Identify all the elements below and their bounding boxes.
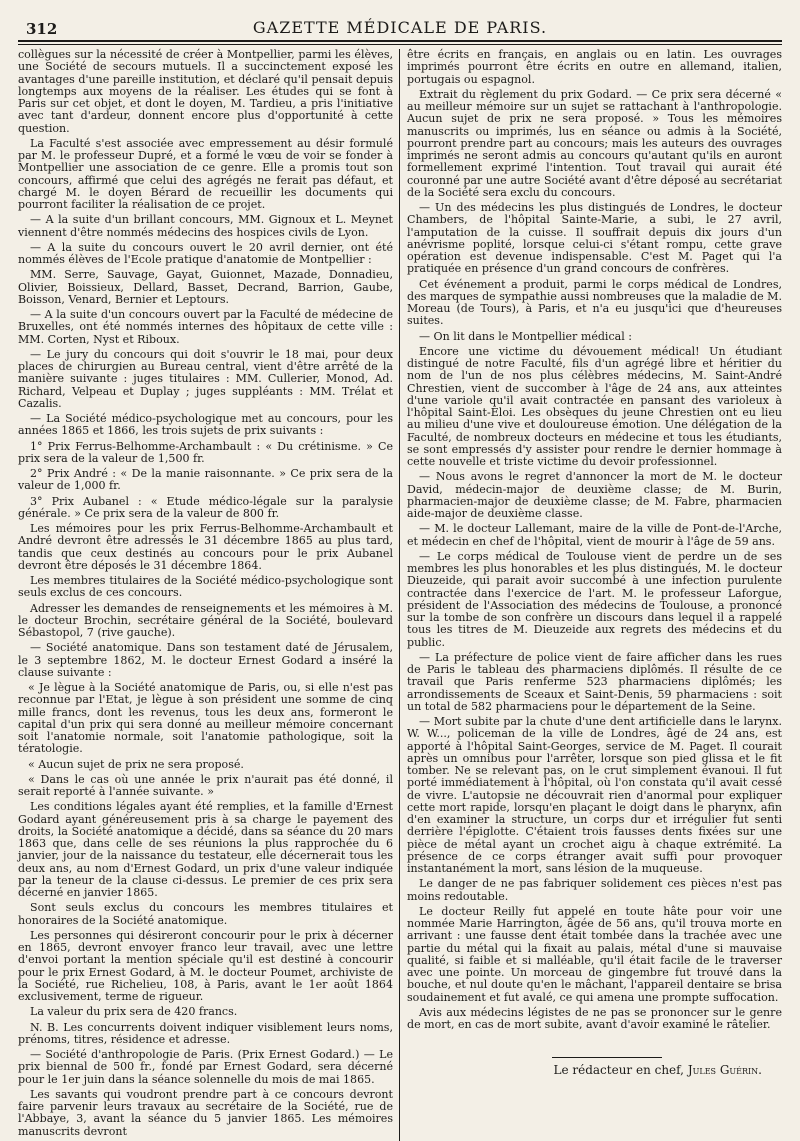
paragraph: — Société d'anthropologie de Paris. (Prix Ernest Godard.) — Le prix biennal de 500 fr., fondé par Ernest Godard, sera décerné pour le 1er juin dans la séance solennelle du mois de mai 1865. (18, 1048, 393, 1086)
paragraph: Les conditions légales ayant été remplies, et la famille d'Ernest Godard ayant généreusement pris à sa charge le payement des droits, la Société anatomique a décidé, dans sa séance du 20 mars 1863 que, dans celle de ses réunions la plus rapprochée du 6 janvier, jour de la naissance du testateur, elle décernerait tous les deux ans, au nom d'Ernest Godard, un prix d'une valeur indiquée par la teneur de la clause ci-dessus. Le premier de ces prix sera décerné en janvier 1865. (18, 800, 393, 899)
paragraph: — On lit dans le Montpellier médical : (419, 329, 633, 343)
paragraph: N. B. Les concurrents doivent indiquer visiblement leurs noms, prénoms, titres, résidence et adresse. (18, 1020, 393, 1046)
page-title: GAZETTE MÉDICALE DE PARIS. (252, 18, 548, 37)
paragraph: Les mémoires pour les prix Ferrus-Belhomme-Archambault et André devront être adressés le 31 décembre 1865 au plus tard, tandis que ceux destinés au concours pour le prix Aubanel devront être déposés le 31 décembre 1864. (18, 522, 393, 572)
paragraph: — Un des médecins les plus distingués de Londres, le docteur Chambers, de l'hôpital Sainte-Marie, a subi, le 27 avril, l'amputation de la cuisse. Il souffrait depuis dix jours d'un anévrisme poplité, lorsque celui-ci s'étant rompu, cette grave opération est devenue indispensable. C'est M. Paget qui l'a pratiquée en présence d'un grand concours de confrères. (407, 201, 782, 276)
page-number: 312 (26, 20, 58, 38)
paragraph: « Aucun sujet de prix ne sera proposé. (28, 757, 244, 771)
paragraph: Les membres titulaires de la Société médico-psychologique sont seuls exclus de ces concours. (18, 574, 393, 600)
paragraph: La Faculté s'est associée avec empressement au désir formulé par M. le professeur Dupré, et a formé le vœu de voir se fonder à Montpellier une association de ce genre. Elle a promis tout son concours, affirmé que celui des agrégés ne ferait pas défaut, et chargé M. le doyen Bérard de recueillir les documents qui pourront faciliter la réalisation de ce projet. (18, 136, 393, 211)
paragraph: — La préfecture de police vient de faire afficher dans les rues de Paris le tableau des pharmaciens diplômés. Il résulte de ce travail que Paris renferme 523 pharmaciens diplômés; les arrondissements de Sceaux et Saint-Denis, 59 pharmaciens : soit un total de 582 pharmaciens pour le département de la Seine. (407, 650, 782, 713)
paragraph: — A la suite d'un brillant concours, MM. Gignoux et L. Meynet viennent d'être nommés médecins des hospices civils de Lyon. (18, 213, 393, 239)
paragraph: 1° Prix Ferrus-Belhomme-Archambault : « Du crétinisme. » Ce prix sera de la valeur de 1,500 fr. (18, 439, 393, 465)
paragraph: Encore une victime du dévouement médical! Un étudiant distingué de notre Faculté, fils d'un agrégé libre et héritier du nom de l'un de nos plus célèbres médecins, M. Saint-André Chrestien, vient de succomber à l'âge de 24 ans, aux atteintes d'une variole qu'il avait contractée en pansant des varioleux à l'hôpital Saint-Eloi. Les obsèques du jeune Chrestien ont eu lieu au milieu d'une vive et douloureuse émotion. Une délégation de la Faculté, de nombreux docteurs en médecine et tous les étudiants, se sont empressés d'y assister pour rendre le dernier hommage à cette nouvelle et triste victime du devoir professionnel. (407, 344, 782, 468)
paragraph: — Société anatomique. Dans son testament daté de Jérusalem, le 3 septembre 1862, M. le docteur Ernest Godard a inséré la clause suivante : (18, 641, 393, 679)
paragraph: Le danger de ne pas fabriquer solidement ces pièces n'est pas moins redoutable. (407, 877, 782, 903)
paragraph: Les personnes qui désireront concourir pour le prix à décerner en 1865, devront envoyer franco leur travail, avec une lettre d'envoi portant la mention spéciale qu'il est destiné à concourir pour le prix Ernest Godard, à M. le docteur Poumet, archiviste de la Société, rue Richelieu, 108, à Paris, avant le 1er août 1864 exclusivement, terme de rigueur. (18, 928, 393, 1003)
paragraph: Le docteur Reilly fut appelé en toute hâte pour voir une nommée Marie Harrington, âgée de 56 ans, qu'il trouva morte en arrivant : une fausse dent était tombée dans la trachée avec une partie du métal qui la fixait au palais, métal d'une si mauvaise qualité, si faible et si malléable, qu'il était facile de le traverser avec une pointe. Un morceau de gingembre fut trouvé dans la bouche, et nul doute qu'en le mâchant, l'appareil dentaire se brisa soudainement et fut avalé, ce qui amena une prompte suffocation. (407, 904, 782, 1004)
signature-label: Le rédacteur en chef, (553, 1063, 684, 1078)
paragraph: — Nous avons le regret d'annoncer la mort de M. le docteur David, médecin-major de deuxième classe; de M. Burin, pharmacien-major de deuxième classe; de M. Fabre, pharmacien aide-major de deuxième classe. (407, 470, 782, 520)
paragraph: être écrits en français, en anglais ou en latin. Les ouvrages imprimés pourront être écrits en outre en allemand, italien, portugais ou espagnol. (407, 48, 782, 86)
paragraph: — Le corps médical de Toulouse vient de perdre un de ses membres les plus honorables et les plus distingués, M. le docteur Dieuzeide, qui parait avoir succombé à une infection purulente contractée dans l'exercice de l'art. M. le professeur Laforgue, président de l'Association des médecins de Toulouse, a prononcé sur la tombe de son confrère un discours dans lequel il a rappelé tous les titres de M. Dieuzeide aux regrets des médecins et du public. (407, 549, 782, 649)
two-column-body (18, 49, 782, 1141)
header-rule (18, 44, 782, 45)
right-column (399, 49, 782, 1141)
paragraph: — A la suite du concours ouvert le 20 avril dernier, ont été nommés élèves de l'Ecole pratique d'anatomie de Montpellier : (18, 240, 393, 266)
paragraph: Sont seuls exclus du concours les membres titulaires et honoraires de la Société anatomique. (18, 901, 393, 927)
signature-name: Jules Guérin. (687, 1063, 762, 1078)
paragraph: 2° Prix André : « De la manie raisonnante. » Ce prix sera de la valeur de 1,000 fr. (18, 467, 393, 493)
paragraph: collègues sur la nécessité de créer à Montpellier, parmi les élèves, une Société de secours mutuels. Il a succinctement exposé les avantages d'une pareille institution, et déclaré qu'il pensait depuis longtemps aux moyens de la réaliser. Les études qui se font à Paris sur cet objet, et dont le doyen, M. Tardieu, a pris l'initiative avec tant d'ardeur, donnent encore plus d'opportunité à cette question. (18, 48, 393, 135)
paragraph: — Le jury du concours qui doit s'ouvrir le 18 mai, pour deux places de chirurgien au Bureau central, vient d'être arrêté de la manière suivante : juges titulaires : MM. Cullerier, Monod, Ad. Richard, Velpeau et Duplay ; juges suppléants : MM. Trélat et Cazalis. (18, 347, 393, 410)
paragraph: Extrait du règlement du prix Godard. — Ce prix sera décerné « au meilleur mémoire sur un sujet se rattachant à l'anthropologie. Aucun sujet de prix ne sera proposé. » Tous les mémoires manuscrits ou imprimés, lus en séance ou admis à la Société, pourront prendre part au concours; mais les auteurs des ouvrages imprimés ne seront admis au concours qu'autant qu'ils en auront formellement exprimé l'intention. Tout travail qui aurait été couronné par une autre Société avant d'être déposé au secrétariat de la Société sera exclu du concours. (407, 87, 782, 199)
paragraph: Cet événement a produit, parmi le corps médical de Londres, des marques de sympathie aussi nombreuses que la maladie de M. Moreau (de Tours), à Paris, et n'a eu jusqu'ici que d'heureuses suites. (407, 277, 782, 328)
editor-signature (407, 1064, 782, 1076)
paragraph: Les savants qui voudront prendre part à ce concours devront faire parvenir leurs travaux au secrétaire de la Société, rue de l'Abbaye, 3, avant la séance du 5 janvier 1865. Les mémoires manuscrits devront (18, 1087, 393, 1138)
paragraph: MM. Serre, Sauvage, Gayat, Guionnet, Mazade, Donnadieu, Olivier, Boissieux, Dellard, Basset, Decrand, Barrion, Gaube, Boisson, Venard, Bernier et Leptours. (18, 268, 393, 306)
paragraph: Adresser les demandes de renseignements et les mémoires à M. le docteur Brochin, secrétaire général de la Société, boulevard Sébastopol, 7 (rive gauche). (18, 601, 393, 639)
page-header (18, 14, 782, 42)
paragraph: — A la suite d'un concours ouvert par la Faculté de médecine de Bruxelles, ont été nommés internes des hôpitaux de cette ville : MM. Corten, Nyst et Riboux. (18, 308, 393, 346)
left-column (18, 49, 399, 1141)
paragraph: — M. le docteur Lallemant, maire de la ville de Pont-de-l'Arche, et médecin en chef de l'hôpital, vient de mourir à l'âge de 59 ans. (407, 522, 782, 548)
paragraph: — Mort subite par la chute d'une dent artificielle dans le larynx. W. W..., policeman de la ville de Londres, âgé de 24 ans, est apporté à l'hôpital Saint-Georges, service de M. Paget. Il courait après un omnibus pour l'arrêter, lorsque son pied glissa et le fit tomber. Ne se relevant pas, on le crut simplement évanoui. Il fut porté immédiatement à l'hôpital, où l'on constata qu'il avait cessé de vivre. L'autopsie ne découvrait rien d'anormal pour expliquer cette mort rapide, lorsqu'en plaçant le doigt dans le pharynx, afin d'en examiner la structure, un corps dur et irrégulier fut senti derrière l'épiglotte. C'étaient trois fausses dents fixées sur une pièce de métal ayant un crochet aigu à chaque extrémité. La présence de ce corps étranger avait suffi pour provoquer instantanément la mort, sans lésion de la muqueuse. (407, 715, 782, 875)
paragraph: « Dans le cas où une année le prix n'aurait pas été donné, il serait reporté à l'année suivante. » (18, 772, 393, 798)
paragraph: — La Société médico-psychologique met au concours, pour les années 1865 et 1866, les trois sujets de prix suivants : (18, 412, 393, 438)
signature-rule (552, 1057, 662, 1058)
paragraph: Avis aux médecins légistes de ne pas se prononcer sur le genre de mort, en cas de mort subite, avant d'avoir examiné le râtelier. (407, 1005, 782, 1031)
paragraph: 3° Prix Aubanel : « Etude médico-légale sur la paralysie générale. » Ce prix sera de la valeur de 800 fr. (18, 494, 393, 520)
paragraph: La valeur du prix sera de 420 francs. (30, 1005, 238, 1019)
paragraph: « Je lègue à la Société anatomique de Paris, ou, si elle n'est pas reconnue par l'Etat, je lègue à son président une somme de cinq mille francs, dont les revenus, tous les deux ans, formeront le capital d'un prix qui sera donné au meilleur mémoire concernant soit l'anatomie normale, soit l'anatomie pathologique, soit la tératologie. (18, 681, 393, 756)
